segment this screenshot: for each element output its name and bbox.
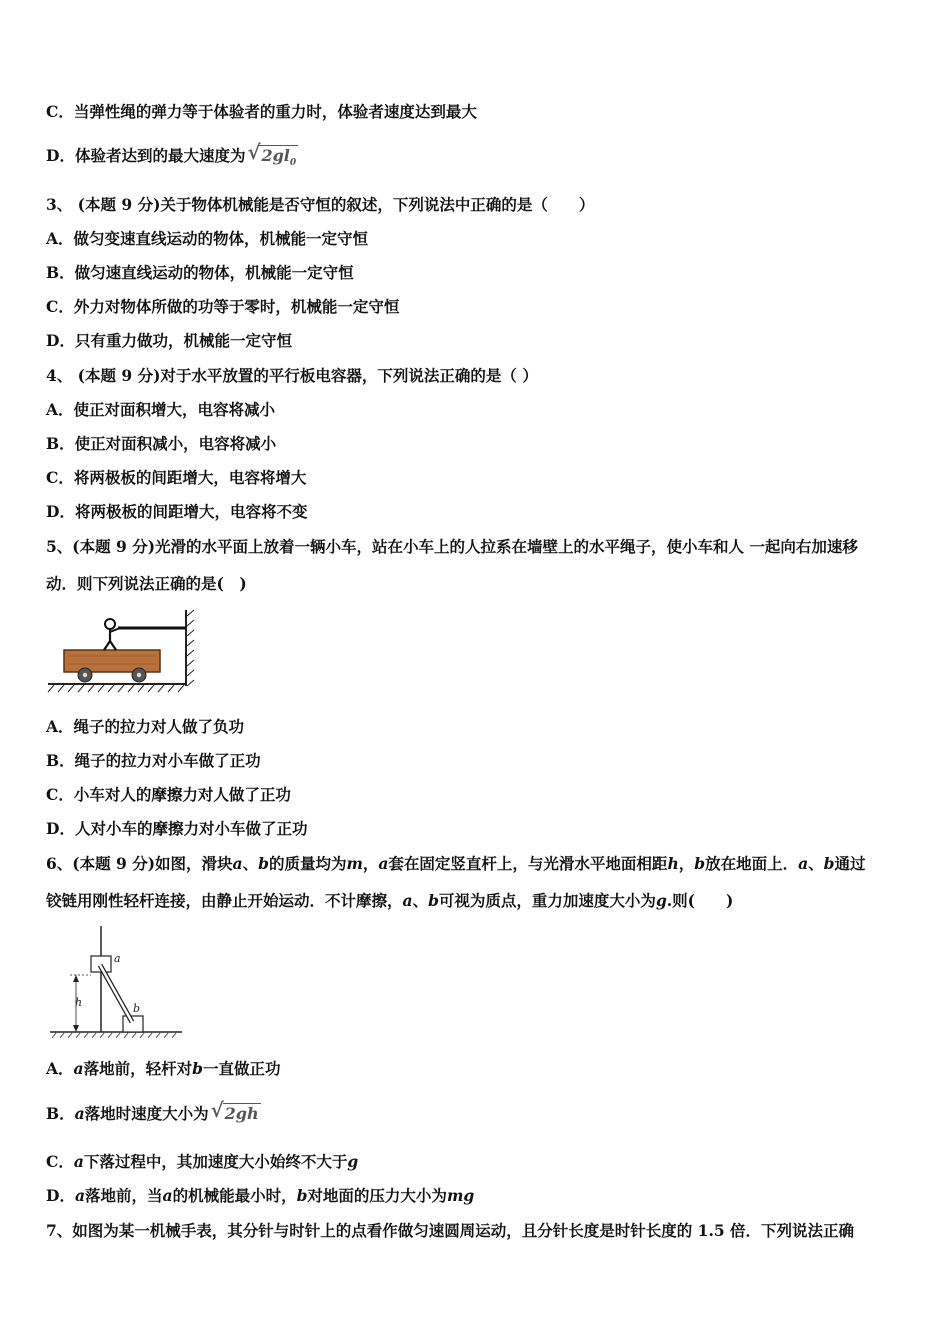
q6-option-d: D．a落地前，当a的机械能最小时，b对地面的压力大小为mg [46, 1186, 475, 1205]
q6-option-b: B．a落地时速度大小为 √ 2gh [46, 1098, 259, 1123]
q5-option-c: C．小车对人的摩擦力对人做了正功 [46, 785, 291, 804]
q5-option-d: D．人对小车的摩擦力对小车做了正功 [46, 819, 308, 838]
q4-option-b: B．使正对面积减小，电容将减小 [46, 434, 277, 453]
q3-option-c: C．外力对物体所做的功等于零时，机械能一定守恒 [46, 297, 400, 316]
q4-option-d: D．将两极板的间距增大，电容将不变 [46, 502, 308, 521]
q5-cart-figure [46, 606, 206, 694]
q2-formula-sub: 0 [289, 158, 297, 169]
q3-option-b: B．做匀速直线运动的物体，机械能一定守恒 [46, 263, 354, 282]
q6-option-c: C．a下落过程中，其加速度大小始终不大于g [46, 1152, 359, 1171]
q6-figure-label-a: a [114, 952, 121, 965]
q3-option-d: D．只有重力做功，机械能一定守恒 [46, 331, 292, 350]
q6-slider-figure [46, 922, 186, 1040]
q7-stem-line1: 7、如图为某一机械手表，其分针与时针上的点看作做匀速圆周运动，且分针长度是时针长度的 1.5 倍．下列说法正确 [46, 1221, 855, 1240]
q4-option-c: C．将两极板的间距增大，电容将增大 [46, 468, 307, 487]
q5-stem-line1: 5、(本题 9 分)光滑的水平面上放着一辆小车，站在小车上的人拉系在墙壁上的水平绳子，使小车和人 一起向右加速移 [46, 537, 858, 556]
q3-stem: 3、 (本题 9 分)关于物体机械能是否守恒的叙述，下列说法中正确的是（ ） [46, 195, 595, 214]
q6-figure-label-b: b [133, 1002, 141, 1015]
q6-formula-sqrt-2gh: √ 2gh [210, 1098, 259, 1123]
q6-stem-line1: 6、(本题 9 分)如图，滑块a、b的质量均为m，a套在固定竖直杆上，与光滑水平地面相距h，b放在地面上．a、b通过 [46, 854, 866, 873]
q2-formula-body: 2gl [261, 146, 290, 165]
q3-option-a: A．做匀变速直线运动的物体，机械能一定守恒 [46, 229, 369, 248]
q6-option-a: A．a落地前，轻杆对b一直做正功 [46, 1059, 281, 1078]
q5-option-a: A．绳子的拉力对人做了负功 [46, 717, 245, 736]
q2-option-d [46, 140, 298, 173]
q5-stem-line2: 动．则下列说法正确的是( ) [46, 574, 247, 593]
q2-option-d-text: D．体验者达到的最大速度为 [46, 146, 246, 165]
q6-stem-line2: 铰链用刚性轻杆连接，由静止开始运动．不计摩擦，a、b可视为质点，重力加速度大小为g.则( ) [46, 891, 734, 910]
q2-option-c: C．当弹性绳的弹力等于体验者的重力时，体验者速度达到最大 [46, 102, 477, 121]
q4-option-a: A．使正对面积增大，电容将减小 [46, 400, 276, 419]
q4-stem: 4、 (本题 9 分)对于水平放置的平行板电容器，下列说法正确的是（ ） [46, 366, 538, 385]
q2-formula-sqrt-2gl0: √ $2gl_0$ [247, 140, 297, 169]
q6-figure-label-h: h [75, 996, 83, 1009]
q5-option-b: B．绳子的拉力对小车做了正功 [46, 751, 261, 770]
